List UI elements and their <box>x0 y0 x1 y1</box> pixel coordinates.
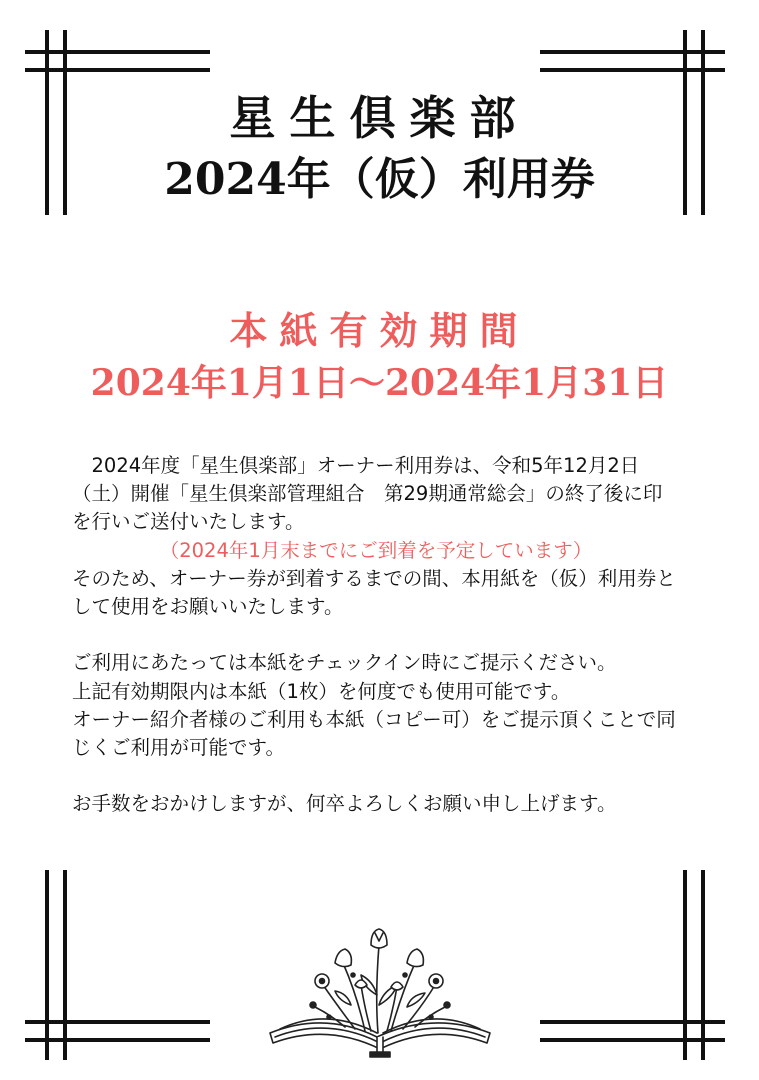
flower-book-illustration <box>265 925 495 1060</box>
club-name: 星生倶楽部 <box>229 91 530 145</box>
paragraph-checkin: ご利用にあたっては本紙をチェックイン時にご提示ください。 <box>72 651 617 675</box>
notice-body <box>72 452 680 819</box>
ticket-title <box>0 88 759 210</box>
validity-label: 本紙有効期間 <box>229 308 530 353</box>
paragraph-temporary: そのため、オーナー券が到着するまでの間、本用紙を（仮）利用券として使用をお願いいたします。 <box>72 566 676 619</box>
spacer <box>72 621 680 649</box>
arrival-note: （2024年1月末までにご到着を予定しています） <box>159 538 593 562</box>
spacer <box>72 762 680 790</box>
paragraph-reuse: 上記有効期限内は本紙（1枚）を何度でも使用可能です。 <box>72 679 571 703</box>
validity-period: 2024年1月1日～2024年1月31日 <box>90 362 669 404</box>
corner-frame-bottom-right <box>540 870 740 1070</box>
corner-frame-bottom-left <box>25 870 225 1070</box>
ticket-name: 2024年（仮）利用券 <box>164 154 595 205</box>
paragraph-closing: お手数をおかけしますが、何卒よろしくお願い申し上げます。 <box>72 792 617 816</box>
paragraph-referral: オーナー紹介者様のご利用も本紙（コピー可）をご提示頂くことで同じくご利用が可能です。 <box>72 707 676 760</box>
paragraph-issue: 2024年度「星生倶楽部」オーナー利用券は、令和5年12月2日（土）開催「星生倶楽部管理組合 第29期通常総会」の終了後に印を行いご送付いたします。 <box>72 454 663 534</box>
validity-block <box>0 305 759 409</box>
